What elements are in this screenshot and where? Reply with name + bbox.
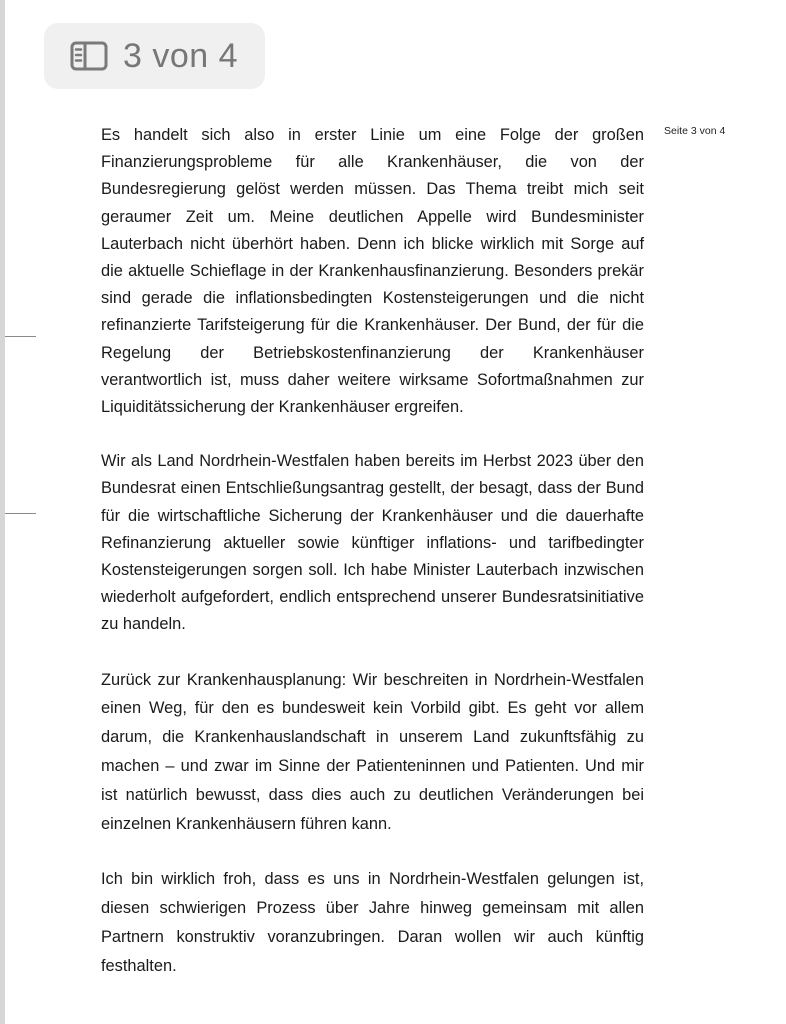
page-number-note: Seite 3 von 4 xyxy=(664,125,726,137)
paragraph: Zurück zur Krankenhausplanung: Wir beschreiten in Nordrhein-Westfalen einen Weg, für den es bundesweit kein Vorbild gibt. Es geht vor allem darum, die Krankenhauslandschaft in unserem Land zukunftsfähig zu machen – und zwar im Sinne der Patienteninnen und Patienten. Und mir ist natürlich bewusst, dass dies auch zu deutlichen Veränderungen bei einzelnen Krankenhäusern führen kann. xyxy=(101,670,644,833)
paragraph: Ich bin wirklich froh, dass es uns in Nordrhein-Westfalen gelungen ist, diesen schwierigen Prozess über Jahre hinweg gemeinsam mit allen Partnern konstruktiv voranzubringen. Daran wollen wir auch künftig festhalten. xyxy=(101,870,644,975)
margin-marker xyxy=(5,336,36,337)
sidebar-panel-icon xyxy=(69,40,109,72)
document-body xyxy=(101,122,644,981)
margin-marker xyxy=(5,513,36,514)
page-indicator-label: 3 von 4 xyxy=(123,36,239,75)
paragraph: Wir als Land Nordrhein-Westfalen haben bereits im Herbst 2023 über den Bundesrat einen Entschließungsantrag gestellt, der besagt, dass der Bund für die wirtschaftliche Sicherung der Krankenhäuser und die dauerhafte Refinanzierung aktueller sowie künftiger inflations- und tarifbedingter Kostensteigerungen sorgen soll. Ich habe Minister Lauterbach inzwischen wiederholt aufgefordert, endlich entsprechend unserer Bundesratsinitiative zu handeln. xyxy=(101,452,644,634)
page-indicator-button[interactable] xyxy=(44,23,265,89)
paragraph: Es handelt sich also in erster Linie um eine Folge der großen Finanzierungsprobleme für alle Krankenhäuser, die von der Bundesregierung gelöst werden müssen. Das Thema treibt mich seit geraumer Zeit um. Meine deutlichen Appelle wird Bundesminister Lauterbach nicht überhört haben. Denn ich blicke wirklich mit Sorge auf die aktuelle Schieflage in der Krankenhausfinanzierung. Besonders prekär sind gerade die inflationsbedingten Kostensteigerungen und die nicht refinanzierte Tarifsteigerung für die Krankenhäuser. Der Bund, der für die Regelung der Betriebskostenfinanzierung der Krankenhäuser verantwortlich ist, muss daher weitere wirksame Sofortmaßnahmen zur Liquiditätssicherung der Krankenhäuser ergreifen. xyxy=(101,126,644,417)
viewer-left-edge xyxy=(0,0,5,1024)
